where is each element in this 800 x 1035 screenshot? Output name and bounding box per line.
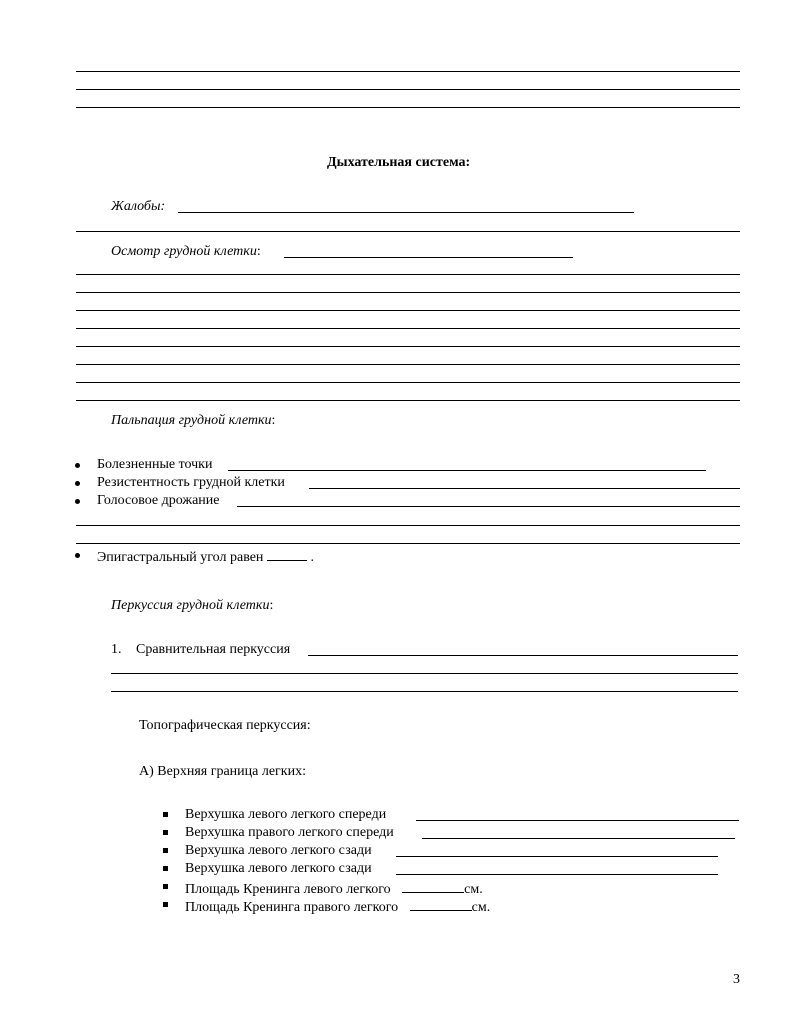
- palpation-item: Болезненные точки: [97, 457, 213, 472]
- kroenig-left-unit: см.: [464, 882, 483, 897]
- upper-border-item: Верхушка правого легкого спереди: [185, 825, 394, 840]
- epigastric-angle-label: Эпигастральный угол равен: [97, 550, 264, 565]
- blank-line: [76, 231, 740, 232]
- epigastric-angle-field[interactable]: [267, 546, 307, 561]
- comparative-number: 1.: [111, 642, 122, 657]
- percussion-row: [111, 597, 273, 615]
- blank-line: [76, 292, 740, 293]
- upper-border-item: Верхушка левого легкого спереди: [185, 807, 387, 822]
- blank-line: [76, 89, 740, 90]
- period: .: [310, 550, 314, 565]
- blank-line: [76, 525, 740, 526]
- upper-border-item: Верхушка левого легкого сзади: [185, 861, 372, 876]
- kroenig-right-unit: см.: [471, 900, 491, 915]
- page-number: 3: [733, 972, 740, 987]
- kroenig-right-row: [185, 896, 490, 917]
- kroenig-right-label: Площадь Кренинга правого легкого: [185, 900, 399, 915]
- blank-line: [76, 310, 740, 311]
- blank-line: [76, 543, 740, 544]
- comparative-field[interactable]: [308, 641, 738, 656]
- complaints-field[interactable]: [178, 198, 634, 213]
- kroenig-left-label: Площадь Кренинга левого легкого: [185, 882, 391, 897]
- palpation-field[interactable]: [309, 474, 740, 489]
- upper-border-label: А) Верхняя граница легких:: [139, 764, 306, 779]
- colon: :: [269, 598, 274, 613]
- blank-line: [76, 274, 740, 275]
- chest-exam-row: [111, 243, 261, 261]
- percussion-label: Перкуссия грудной клетки: [111, 598, 270, 613]
- blank-line: [76, 328, 740, 329]
- colon: :: [256, 244, 261, 259]
- upper-border-field[interactable]: [416, 806, 739, 821]
- blank-line: [111, 673, 738, 674]
- palpation-field[interactable]: [237, 492, 740, 507]
- palpation-field[interactable]: [228, 456, 706, 471]
- colon: :: [271, 413, 276, 428]
- upper-border-field[interactable]: [422, 824, 735, 839]
- blank-line: [76, 382, 740, 383]
- comparative-label: Сравнительная перкуссия: [136, 642, 291, 657]
- kroenig-right-field[interactable]: [410, 896, 472, 911]
- palpation-item: Резистентность грудной клетки: [97, 475, 285, 490]
- blank-line: [111, 691, 738, 692]
- section-title: Дыхательная система:: [327, 155, 471, 170]
- palpation-row: [111, 412, 275, 430]
- topographic-label: Топографическая перкуссия:: [139, 718, 311, 733]
- palpation-item: Голосовое дрожание: [97, 493, 220, 508]
- upper-border-item: Верхушка левого легкого сзади: [185, 843, 372, 858]
- blank-line: [76, 364, 740, 365]
- chest-exam-field[interactable]: [284, 243, 573, 258]
- upper-border-field[interactable]: [396, 860, 718, 875]
- blank-line: [76, 346, 740, 347]
- complaints-label: Жалобы:: [111, 199, 166, 214]
- chest-exam-label: Осмотр грудной клетки: [111, 244, 257, 259]
- blank-line: [76, 107, 740, 108]
- palpation-label: Пальпация грудной клетки: [111, 413, 272, 428]
- epigastric-angle-row: [97, 546, 314, 567]
- blank-line: [76, 400, 740, 401]
- kroenig-left-field[interactable]: [402, 878, 464, 893]
- upper-border-field[interactable]: [396, 842, 718, 857]
- blank-line: [76, 71, 740, 72]
